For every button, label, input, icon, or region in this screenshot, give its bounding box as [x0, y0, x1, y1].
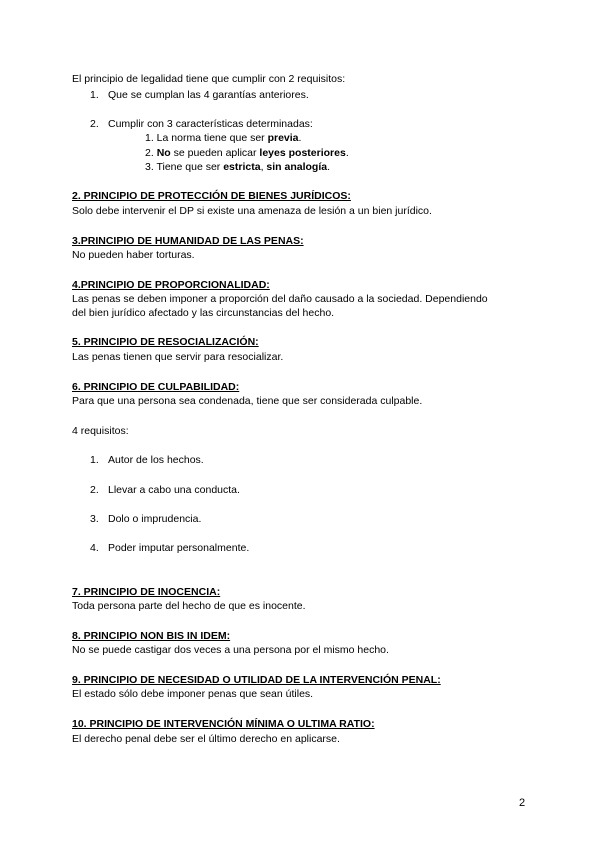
section-body: El derecho penal debe ser el último derecho en aplicarse.: [72, 733, 340, 745]
section-heading: 3.PRINCIPIO DE HUMANIDAD DE LAS PENAS:: [72, 235, 304, 247]
section-heading: 2. PRINCIPIO DE PROTECCIÓN DE BIENES JURÍDICOS:: [72, 190, 351, 202]
list-item-number: 2.: [90, 118, 99, 130]
section-body: Las penas se deben imponer a proporción del daño causado a la sociedad. Dependiendo: [72, 293, 488, 305]
sub-list-item: 3. Tiene que ser estricta, sin analogía.: [145, 161, 331, 173]
section-heading: 9. PRINCIPIO DE NECESIDAD O UTILIDAD DE LA INTERVENCIÓN PENAL:: [72, 674, 441, 686]
list-item-number: 1.: [90, 89, 99, 101]
section-heading: 4.PRINCIPIO DE PROPORCIONALIDAD:: [72, 279, 270, 291]
list-item-number: 1.: [90, 454, 99, 466]
list-item: Poder imputar personalmente.: [108, 542, 250, 554]
section-body: Toda persona parte del hecho de que es inocente.: [72, 600, 306, 612]
section-body: del bien jurídico afectado y las circunstancias del hecho.: [72, 307, 335, 319]
intro-text: El principio de legalidad tiene que cumplir con 2 requisitos:: [72, 73, 346, 85]
list-item: Dolo o imprudencia.: [108, 513, 202, 525]
section-body: No se puede castigar dos veces a una persona por el mismo hecho.: [72, 644, 389, 656]
section-body: Para que una persona sea condenada, tiene que ser considerada culpable.: [72, 395, 423, 407]
section-body: El estado sólo debe imponer penas que sean útiles.: [72, 688, 314, 700]
list-item: Llevar a cabo una conducta.: [108, 484, 240, 496]
list-item: Cumplir con 3 características determinadas:: [108, 118, 313, 130]
section-heading: 6. PRINCIPIO DE CULPABILIDAD:: [72, 381, 240, 393]
section-body: Las penas tienen que servir para resocializar.: [72, 351, 284, 363]
page-number: 2: [519, 797, 526, 809]
section-heading: 5. PRINCIPIO DE RESOCIALIZACIÓN:: [72, 336, 259, 348]
section-heading: 10. PRINCIPIO DE INTERVENCIÓN MÍNIMA O ULTIMA RATIO:: [72, 718, 375, 730]
sub-list-item: 1. La norma tiene que ser previa.: [145, 132, 302, 144]
sub-list-item: 2. No se pueden aplicar leyes posteriores.: [145, 147, 349, 159]
section-heading: 7. PRINCIPIO DE INOCENCIA:: [72, 586, 221, 598]
section-body: Solo debe intervenir el DP si existe una amenaza de lesión a un bien jurídico.: [72, 205, 432, 217]
section-body: No pueden haber torturas.: [72, 249, 195, 261]
section-heading: 8. PRINCIPIO NON BIS IN IDEM:: [72, 630, 231, 642]
list-item-number: 4.: [90, 542, 99, 554]
list-item-number: 2.: [90, 484, 99, 496]
requirements-lead: 4 requisitos:: [72, 425, 129, 437]
list-item-number: 3.: [90, 513, 99, 525]
list-item: Autor de los hechos.: [108, 454, 204, 466]
list-item: Que se cumplan las 4 garantías anteriores.: [108, 89, 309, 101]
